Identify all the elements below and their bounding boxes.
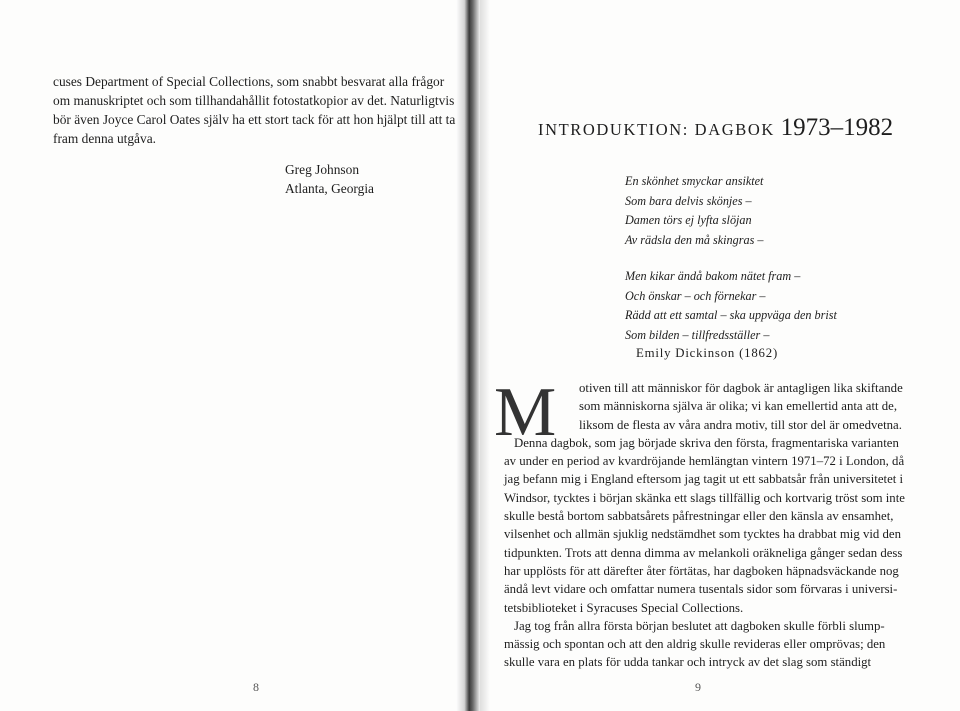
book-gutter — [456, 0, 480, 711]
poem-line: Som bara delvis skönjes – — [625, 193, 752, 208]
epigraph-poem — [625, 172, 837, 362]
chapter-title-prefix: INTRODUKTION: DAGBOK — [538, 120, 781, 139]
paragraph-line: bör även Joyce Carol Oates själv ha ett stort tack för att hon hjälpt till att ta — [53, 112, 456, 127]
body-line: skulle bestå bortom sabbatsårets påfrestningar eller den känsla av ensamhet, — [504, 509, 894, 524]
paragraph-line: om manuskriptet och som tillhandahållit fotostatkopior av det. Naturligtvis — [53, 93, 455, 108]
poem-line: Damen törs ej lyfta slöjan — [625, 213, 752, 227]
body-line: tidpunkten. Trots att denna dimma av melankoli oräkneliga gånger sedan dess — [504, 545, 903, 560]
body-line: mässig och spontan och att den aldrig skulle revideras eller omprövas; den — [504, 637, 886, 652]
chapter-title-years: 1973–1982 — [780, 114, 894, 141]
signature-place: Atlanta, Georgia — [285, 181, 374, 196]
body-text — [504, 379, 905, 672]
body-line: Jag tog från allra första början beslutet att dagboken skulle förbli slump- — [514, 618, 885, 633]
body-line: jag befann mig i England eftersom jag tagit ut ett sabbatsår från universitetet i — [504, 472, 904, 487]
body-line: skulle vara en plats för udda tankar och intryck av det slag som ständigt — [504, 655, 872, 670]
poem-line: Rädd att ett samtal – ska uppväga den brist — [625, 308, 837, 322]
body-line: tetsbiblioteket i Syracuses Special Collections. — [504, 600, 744, 615]
poem-attribution: Emily Dickinson (1862) — [636, 346, 779, 360]
signature-name: Greg Johnson — [285, 162, 360, 177]
body-line: Denna dagbok, som jag började skriva den första, fragmentariska varianten — [514, 435, 899, 450]
body-line: som människorna själva är olika; vi kan emellertid anta att de, — [579, 399, 898, 414]
body-line: av under en period av kvardröjande hemlängtan vintern 1971–72 i London, då — [504, 454, 905, 469]
poem-line: Men kikar ändå bakom nätet fram – — [625, 269, 801, 283]
right-page — [482, 0, 960, 711]
body-line: vilsenhet och allmän sjuklig nedstämdhet som tycktes ha drabbat mig vid den — [504, 527, 901, 542]
body-line: liksom de flesta av våra andra motiv, till stor del är omedvetna. — [579, 417, 902, 432]
poem-line: En skönhet smyckar ansiktet — [625, 174, 764, 188]
body-line: Windsor, tycktes i början skänka ett slags tillfällig och kortvarig tröst som inte — [504, 490, 905, 505]
poem-stanza — [625, 267, 837, 345]
poem-line: Som bilden – tillfredsställer – — [625, 327, 770, 342]
paragraph-line: cuses Department of Special Collections, som snabbt besvarat alla frågor — [53, 74, 445, 89]
page-number-left: 8 — [253, 680, 259, 694]
signature-block — [285, 160, 374, 198]
left-page — [0, 0, 456, 711]
poem-line: Av rädsla den må skingras – — [625, 232, 764, 247]
body-line: har upplösts för att därefter åter förtätas, har dagboken häpnadsväckande nog — [504, 563, 899, 578]
poem-line: Och önskar – och förnekar – — [625, 288, 766, 303]
body-line: ändå levt vidare och omfattar numera tusentals sidor som förvaras i universi- — [504, 582, 898, 597]
paragraph-line: fram denna utgåva. — [53, 131, 156, 146]
drop-cap: M — [494, 374, 557, 451]
page-number-right: 9 — [695, 680, 701, 694]
poem-stanza — [625, 172, 837, 250]
acknowledgement-paragraph — [53, 72, 456, 148]
chapter-title — [538, 114, 893, 142]
body-line: otiven till att människor för dagbok är antagligen lika skiftande — [579, 381, 903, 395]
